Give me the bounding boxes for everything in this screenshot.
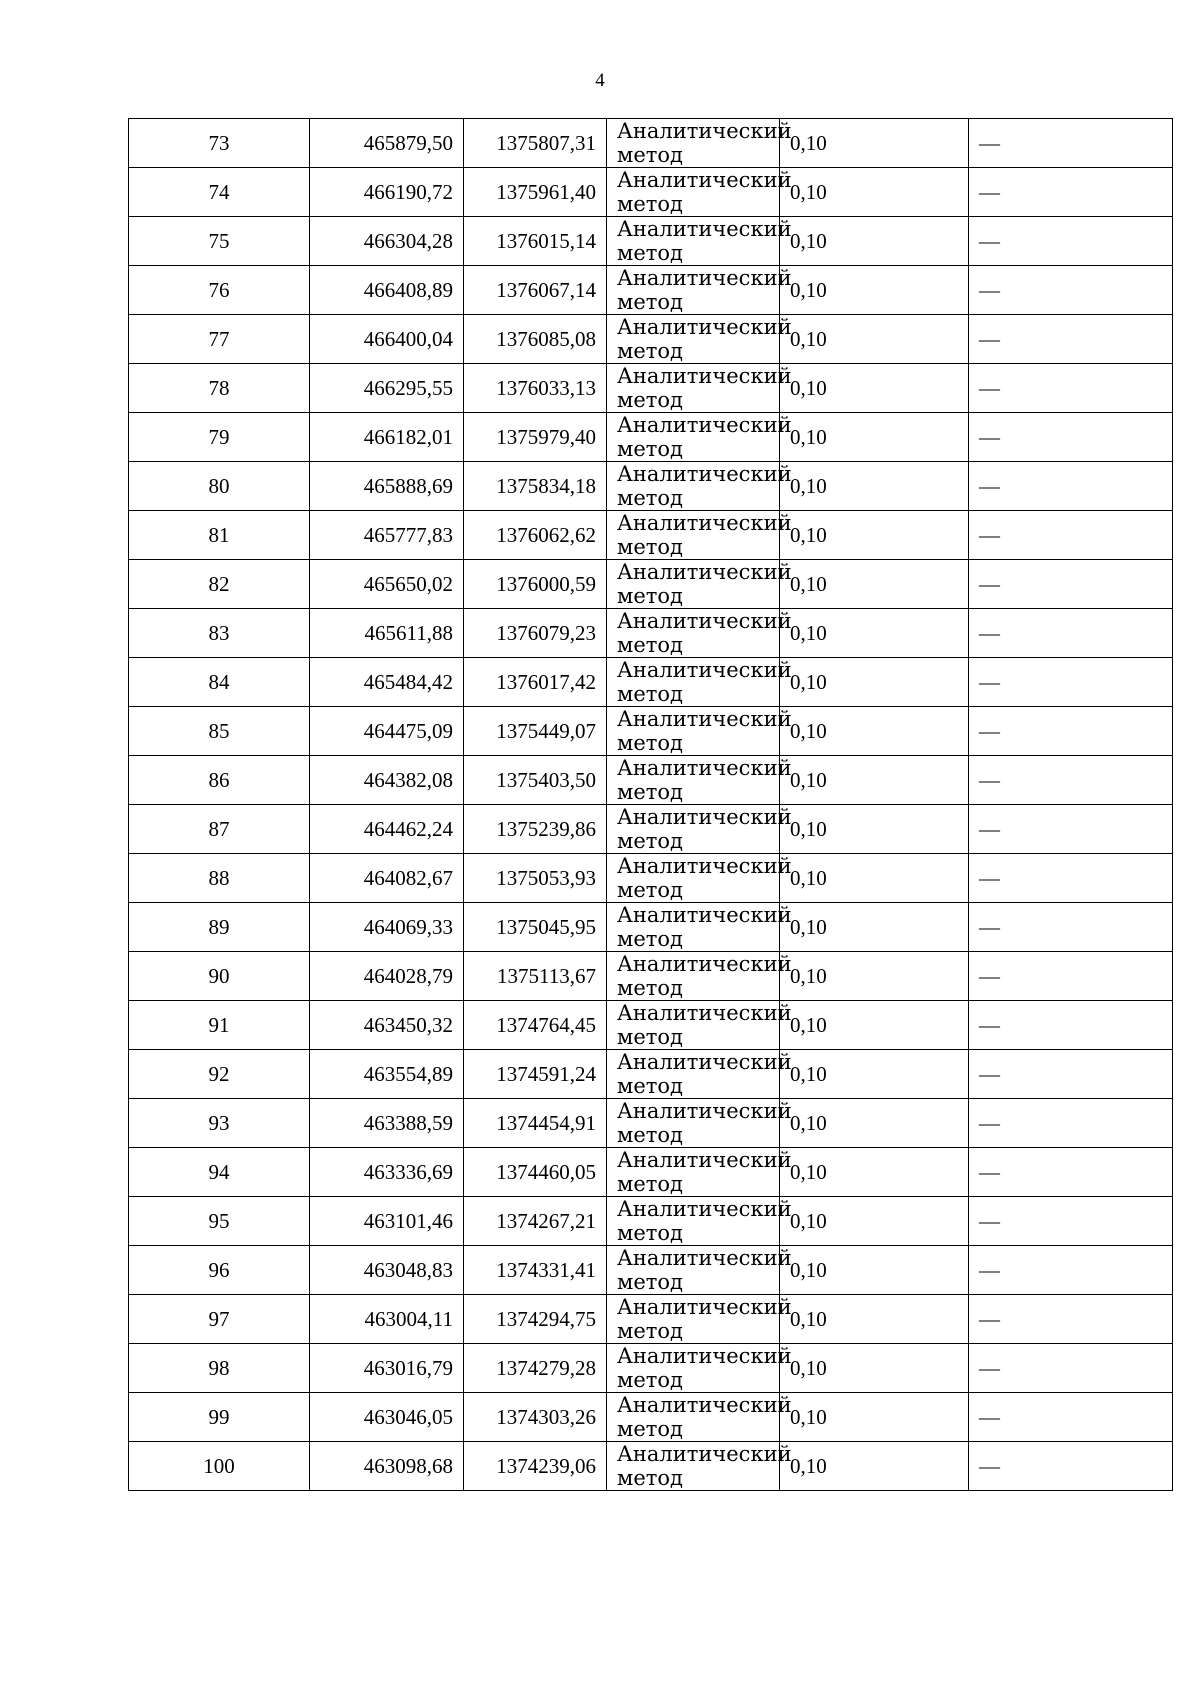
accuracy-cell: 0,10 — [780, 609, 969, 658]
accuracy-cell: 0,10 — [780, 854, 969, 903]
page-number: 4 — [595, 70, 605, 91]
method-text-line: метод — [617, 584, 683, 608]
accuracy-cell: 0,10 — [780, 1148, 969, 1197]
point-number-cell: 94 — [129, 1148, 310, 1197]
y-coordinate-cell: 1375403,50 — [464, 756, 607, 805]
table-row — [129, 1344, 1173, 1393]
coordinates-table-body — [129, 119, 1173, 1491]
x-coordinate-cell: 466295,55 — [310, 364, 464, 413]
method-cell — [607, 364, 792, 413]
point-number-cell: 81 — [129, 511, 310, 560]
x-coordinate-cell: 466400,04 — [310, 315, 464, 364]
accuracy-cell: 0,10 — [780, 1295, 969, 1344]
table-row — [129, 217, 1173, 266]
y-coordinate-cell: 1376079,23 — [464, 609, 607, 658]
accuracy-cell: 0,10 — [780, 952, 969, 1001]
point-number-cell: 73 — [129, 119, 310, 168]
table-row — [129, 1393, 1173, 1442]
method-cell — [607, 756, 792, 805]
method-text-line: метод — [617, 1466, 683, 1490]
accuracy-cell: 0,10 — [780, 1197, 969, 1246]
accuracy-cell: 0,10 — [780, 413, 969, 462]
point-number-cell: 91 — [129, 1001, 310, 1050]
point-number-cell: 87 — [129, 805, 310, 854]
method-text-line: Аналитический — [617, 1001, 792, 1025]
point-number-cell: 97 — [129, 1295, 310, 1344]
description-cell: — — [969, 707, 1173, 756]
y-coordinate-cell: 1376033,13 — [464, 364, 607, 413]
table-row — [129, 315, 1173, 364]
method-text-line: метод — [617, 927, 683, 951]
x-coordinate-cell: 463048,83 — [310, 1246, 464, 1295]
description-cell: — — [969, 217, 1173, 266]
method-text-line: Аналитический — [617, 511, 792, 535]
x-coordinate-cell: 466408,89 — [310, 266, 464, 315]
method-text-line: Аналитический — [617, 609, 792, 633]
description-cell: — — [969, 903, 1173, 952]
y-coordinate-cell: 1376085,08 — [464, 315, 607, 364]
x-coordinate-cell: 463450,32 — [310, 1001, 464, 1050]
y-coordinate-cell: 1376067,14 — [464, 266, 607, 315]
y-coordinate-cell: 1374279,28 — [464, 1344, 607, 1393]
y-coordinate-cell: 1375053,93 — [464, 854, 607, 903]
y-coordinate-cell: 1374764,45 — [464, 1001, 607, 1050]
table-row — [129, 854, 1173, 903]
coordinates-table — [128, 118, 1173, 1491]
method-text-line: Аналитический — [617, 805, 792, 829]
y-coordinate-cell: 1375239,86 — [464, 805, 607, 854]
method-text-line: метод — [617, 1221, 683, 1245]
description-cell: — — [969, 1197, 1173, 1246]
x-coordinate-cell: 463004,11 — [310, 1295, 464, 1344]
description-cell: — — [969, 658, 1173, 707]
x-coordinate-cell: 466304,28 — [310, 217, 464, 266]
method-text-line: Аналитический — [617, 1246, 792, 1270]
x-coordinate-cell: 465879,50 — [310, 119, 464, 168]
x-coordinate-cell: 464082,67 — [310, 854, 464, 903]
method-text-line: Аналитический — [617, 1148, 792, 1172]
description-cell: — — [969, 1148, 1173, 1197]
method-text-line: Аналитический — [617, 658, 792, 682]
method-text-line: метод — [617, 1123, 683, 1147]
x-coordinate-cell: 464382,08 — [310, 756, 464, 805]
y-coordinate-cell: 1374460,05 — [464, 1148, 607, 1197]
y-coordinate-cell: 1375834,18 — [464, 462, 607, 511]
point-number-cell: 84 — [129, 658, 310, 707]
method-cell — [607, 658, 792, 707]
table-row — [129, 119, 1173, 168]
point-number-cell: 89 — [129, 903, 310, 952]
accuracy-cell: 0,10 — [780, 805, 969, 854]
description-cell: — — [969, 1442, 1173, 1491]
table-row — [129, 511, 1173, 560]
y-coordinate-cell: 1374454,91 — [464, 1099, 607, 1148]
accuracy-cell: 0,10 — [780, 1050, 969, 1099]
method-text-line: Аналитический — [617, 1099, 792, 1123]
accuracy-cell: 0,10 — [780, 560, 969, 609]
table-row — [129, 805, 1173, 854]
point-number-cell: 78 — [129, 364, 310, 413]
method-text-line: метод — [617, 1025, 683, 1049]
x-coordinate-cell: 463336,69 — [310, 1148, 464, 1197]
method-cell — [607, 266, 792, 315]
point-number-cell: 90 — [129, 952, 310, 1001]
point-number-cell: 86 — [129, 756, 310, 805]
table-row — [129, 364, 1173, 413]
description-cell: — — [969, 364, 1173, 413]
method-text-line: метод — [617, 1417, 683, 1441]
description-cell: — — [969, 1050, 1173, 1099]
method-cell — [607, 315, 792, 364]
description-cell: — — [969, 560, 1173, 609]
table-row — [129, 1295, 1173, 1344]
y-coordinate-cell: 1374303,26 — [464, 1393, 607, 1442]
method-cell — [607, 1295, 792, 1344]
description-cell: — — [969, 168, 1173, 217]
method-cell — [607, 952, 792, 1001]
point-number-cell: 88 — [129, 854, 310, 903]
method-text-line: Аналитический — [617, 560, 792, 584]
description-cell: — — [969, 1001, 1173, 1050]
method-cell — [607, 560, 792, 609]
description-cell: — — [969, 1099, 1173, 1148]
method-text-line: метод — [617, 192, 683, 216]
method-text-line: Аналитический — [617, 119, 792, 143]
description-cell: — — [969, 511, 1173, 560]
table-row — [129, 413, 1173, 462]
point-number-cell: 83 — [129, 609, 310, 658]
x-coordinate-cell: 465484,42 — [310, 658, 464, 707]
method-cell — [607, 1344, 792, 1393]
method-text-line: Аналитический — [617, 217, 792, 241]
description-cell: — — [969, 1344, 1173, 1393]
table-row — [129, 658, 1173, 707]
table-row — [129, 1148, 1173, 1197]
x-coordinate-cell: 463016,79 — [310, 1344, 464, 1393]
description-cell: — — [969, 952, 1173, 1001]
x-coordinate-cell: 463388,59 — [310, 1099, 464, 1148]
x-coordinate-cell: 465888,69 — [310, 462, 464, 511]
table-row — [129, 707, 1173, 756]
method-cell — [607, 1442, 792, 1491]
y-coordinate-cell: 1375045,95 — [464, 903, 607, 952]
method-text-line: Аналитический — [617, 903, 792, 927]
method-text-line: метод — [617, 1074, 683, 1098]
method-text-line: метод — [617, 780, 683, 804]
table-row — [129, 756, 1173, 805]
y-coordinate-cell: 1375449,07 — [464, 707, 607, 756]
method-cell — [607, 1393, 792, 1442]
accuracy-cell: 0,10 — [780, 658, 969, 707]
table-row — [129, 266, 1173, 315]
description-cell: — — [969, 315, 1173, 364]
method-text-line: метод — [617, 633, 683, 657]
x-coordinate-cell: 464028,79 — [310, 952, 464, 1001]
method-text-line: метод — [617, 1368, 683, 1392]
accuracy-cell: 0,10 — [780, 315, 969, 364]
table-row — [129, 1197, 1173, 1246]
method-text-line: Аналитический — [617, 315, 792, 339]
description-cell: — — [969, 266, 1173, 315]
y-coordinate-cell: 1376015,14 — [464, 217, 607, 266]
method-text-line: Аналитический — [617, 364, 792, 388]
method-text-line: Аналитический — [617, 1393, 792, 1417]
accuracy-cell: 0,10 — [780, 756, 969, 805]
method-cell — [607, 1246, 792, 1295]
table-row — [129, 1001, 1173, 1050]
method-text-line: Аналитический — [617, 1442, 792, 1466]
accuracy-cell: 0,10 — [780, 903, 969, 952]
method-text-line: Аналитический — [617, 854, 792, 878]
point-number-cell: 85 — [129, 707, 310, 756]
y-coordinate-cell: 1376062,62 — [464, 511, 607, 560]
description-cell: — — [969, 609, 1173, 658]
method-cell — [607, 119, 792, 168]
point-number-cell: 99 — [129, 1393, 310, 1442]
method-text-line: Аналитический — [617, 413, 792, 437]
x-coordinate-cell: 463098,68 — [310, 1442, 464, 1491]
method-text-line: метод — [617, 878, 683, 902]
y-coordinate-cell: 1374267,21 — [464, 1197, 607, 1246]
table-row — [129, 462, 1173, 511]
method-text-line: Аналитический — [617, 462, 792, 486]
method-text-line: метод — [617, 731, 683, 755]
method-text-line: метод — [617, 290, 683, 314]
table-row — [129, 1050, 1173, 1099]
method-cell — [607, 1001, 792, 1050]
method-text-line: Аналитический — [617, 952, 792, 976]
point-number-cell: 75 — [129, 217, 310, 266]
method-cell — [607, 413, 792, 462]
description-cell: — — [969, 854, 1173, 903]
method-cell — [607, 511, 792, 560]
x-coordinate-cell: 463554,89 — [310, 1050, 464, 1099]
accuracy-cell: 0,10 — [780, 1442, 969, 1491]
table-row — [129, 1246, 1173, 1295]
table-row — [129, 952, 1173, 1001]
y-coordinate-cell: 1375807,31 — [464, 119, 607, 168]
method-text-line: Аналитический — [617, 1197, 792, 1221]
x-coordinate-cell: 466190,72 — [310, 168, 464, 217]
method-cell — [607, 1099, 792, 1148]
accuracy-cell: 0,10 — [780, 1393, 969, 1442]
point-number-cell: 77 — [129, 315, 310, 364]
description-cell: — — [969, 1246, 1173, 1295]
method-text-line: метод — [617, 976, 683, 1000]
point-number-cell: 96 — [129, 1246, 310, 1295]
table-row — [129, 609, 1173, 658]
accuracy-cell: 0,10 — [780, 1246, 969, 1295]
table-row — [129, 1099, 1173, 1148]
description-cell: — — [969, 462, 1173, 511]
method-text-line: метод — [617, 1319, 683, 1343]
accuracy-cell: 0,10 — [780, 462, 969, 511]
accuracy-cell: 0,10 — [780, 1344, 969, 1393]
x-coordinate-cell: 464462,24 — [310, 805, 464, 854]
method-text-line: Аналитический — [617, 1050, 792, 1074]
method-text-line: метод — [617, 1270, 683, 1294]
point-number-cell: 74 — [129, 168, 310, 217]
x-coordinate-cell: 465650,02 — [310, 560, 464, 609]
method-text-line: метод — [617, 829, 683, 853]
method-cell — [607, 903, 792, 952]
method-text-line: метод — [617, 143, 683, 167]
method-cell — [607, 805, 792, 854]
method-text-line: метод — [617, 535, 683, 559]
accuracy-cell: 0,10 — [780, 168, 969, 217]
method-text-line: Аналитический — [617, 266, 792, 290]
point-number-cell: 80 — [129, 462, 310, 511]
y-coordinate-cell: 1376017,42 — [464, 658, 607, 707]
description-cell: — — [969, 1393, 1173, 1442]
method-cell — [607, 1197, 792, 1246]
method-text-line: метод — [617, 682, 683, 706]
method-text-line: Аналитический — [617, 1295, 792, 1319]
point-number-cell: 76 — [129, 266, 310, 315]
table-row — [129, 903, 1173, 952]
y-coordinate-cell: 1375961,40 — [464, 168, 607, 217]
method-text-line: Аналитический — [617, 168, 792, 192]
method-cell — [607, 1148, 792, 1197]
y-coordinate-cell: 1375113,67 — [464, 952, 607, 1001]
x-coordinate-cell: 463101,46 — [310, 1197, 464, 1246]
accuracy-cell: 0,10 — [780, 511, 969, 560]
accuracy-cell: 0,10 — [780, 119, 969, 168]
point-number-cell: 92 — [129, 1050, 310, 1099]
table-row — [129, 1442, 1173, 1491]
method-text-line: метод — [617, 1172, 683, 1196]
method-text-line: метод — [617, 437, 683, 461]
y-coordinate-cell: 1374239,06 — [464, 1442, 607, 1491]
point-number-cell: 82 — [129, 560, 310, 609]
method-cell — [607, 462, 792, 511]
method-text-line: метод — [617, 241, 683, 265]
method-text-line: метод — [617, 388, 683, 412]
x-coordinate-cell: 465777,83 — [310, 511, 464, 560]
description-cell: — — [969, 119, 1173, 168]
method-cell — [607, 1050, 792, 1099]
x-coordinate-cell: 463046,05 — [310, 1393, 464, 1442]
method-cell — [607, 854, 792, 903]
accuracy-cell: 0,10 — [780, 1001, 969, 1050]
method-text-line: метод — [617, 486, 683, 510]
description-cell: — — [969, 756, 1173, 805]
description-cell: — — [969, 805, 1173, 854]
x-coordinate-cell: 464069,33 — [310, 903, 464, 952]
method-cell — [607, 707, 792, 756]
point-number-cell: 98 — [129, 1344, 310, 1393]
method-text-line: Аналитический — [617, 707, 792, 731]
accuracy-cell: 0,10 — [780, 707, 969, 756]
point-number-cell: 93 — [129, 1099, 310, 1148]
accuracy-cell: 0,10 — [780, 266, 969, 315]
x-coordinate-cell: 464475,09 — [310, 707, 464, 756]
table-row — [129, 560, 1173, 609]
x-coordinate-cell: 466182,01 — [310, 413, 464, 462]
y-coordinate-cell: 1374294,75 — [464, 1295, 607, 1344]
description-cell: — — [969, 413, 1173, 462]
point-number-cell: 100 — [129, 1442, 310, 1491]
y-coordinate-cell: 1376000,59 — [464, 560, 607, 609]
y-coordinate-cell: 1374331,41 — [464, 1246, 607, 1295]
table-row — [129, 168, 1173, 217]
description-cell: — — [969, 1295, 1173, 1344]
method-text-line: метод — [617, 339, 683, 363]
method-cell — [607, 217, 792, 266]
method-text-line: Аналитический — [617, 756, 792, 780]
x-coordinate-cell: 465611,88 — [310, 609, 464, 658]
y-coordinate-cell: 1375979,40 — [464, 413, 607, 462]
accuracy-cell: 0,10 — [780, 364, 969, 413]
y-coordinate-cell: 1374591,24 — [464, 1050, 607, 1099]
accuracy-cell: 0,10 — [780, 1099, 969, 1148]
method-cell — [607, 609, 792, 658]
point-number-cell: 95 — [129, 1197, 310, 1246]
method-cell — [607, 168, 792, 217]
accuracy-cell: 0,10 — [780, 217, 969, 266]
point-number-cell: 79 — [129, 413, 310, 462]
method-text-line: Аналитический — [617, 1344, 792, 1368]
